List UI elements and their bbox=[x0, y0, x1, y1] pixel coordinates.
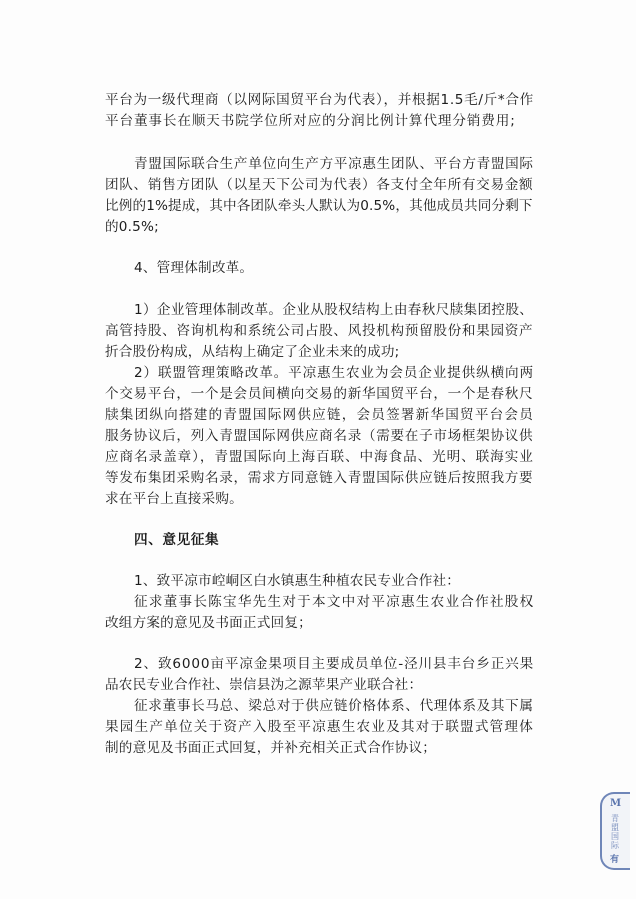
text-line: 高管持股、咨询机构和系统公司占股、风投机构预留股份和果园资产 bbox=[105, 323, 534, 339]
seal-text: 青盟国际 bbox=[611, 814, 619, 850]
text-line: 应商名录盖章），青盟国际向上海百联、中海食品、光明、联海实业 bbox=[105, 449, 534, 465]
text-line: 牍集团纵向搭建的青盟国际网供应链，会员签署新华国贸平台会员 bbox=[105, 407, 535, 423]
text-line: 比例的1%提成，其中各团队牵头人默认为0.5%，其他成员共同分剩下 bbox=[105, 198, 533, 214]
text-line: 青盟国际联合生产单位向生产方平凉惠生团队、平台方青盟国际 bbox=[134, 156, 534, 172]
seal-mark: M bbox=[610, 798, 622, 809]
text-line: 的0.5%; bbox=[105, 219, 159, 235]
text-line: 折合股份构成，从结构上确定了企业未来的成功; bbox=[105, 344, 400, 360]
text-line: 平台为一级代理商（以网际国贸平台为代表），并根据1.5毛/斤*合作 bbox=[105, 92, 534, 108]
text-line: 个交易平台，一个是会员间横向交易的新华国贸平台，一个是春秋尺 bbox=[105, 386, 534, 402]
text-line: 平台董事长在顺天书院学位所对应的分润比例计算代理分销费用; bbox=[105, 113, 516, 129]
text-line: 征求董事长陈宝华先生对于本文中对平凉惠生农业合作社股权 bbox=[134, 594, 535, 610]
text-line: 等发布集团采购名录，需求方同意链入青盟国际供应链后按照我方要 bbox=[105, 470, 534, 486]
text-line: 果园生产单位关于资产入股至平凉惠生农业及其对于联盟式管理体 bbox=[105, 719, 535, 735]
section-heading: 4、管理体制改革。 bbox=[134, 260, 254, 276]
text-line: 改组方案的意见及书面正式回复； bbox=[105, 615, 312, 631]
text-line: 2）联盟管理策略改革。平凉惠生农业为会员企业提供纵横向两 bbox=[134, 365, 534, 381]
page-seal-stamp bbox=[600, 792, 630, 870]
section-heading: 四、意见征集 bbox=[134, 532, 220, 548]
text-line: 团队、销售方团队（以星天下公司为代表）各支付全年所有交易金额 bbox=[105, 177, 534, 193]
text-line: 服务协议后，列入青盟国际网供应商名录（需要在子市场框架协议供 bbox=[105, 428, 534, 444]
text-line: 2、致6000亩平凉金果项目主要成员单位-泾川县丰台乡正兴果 bbox=[134, 656, 535, 672]
text-line: 制的意见及书面正式回复，并补充相关正式合作协议； bbox=[105, 740, 437, 756]
text-line: 1、致平凉市崆峒区白水镇惠生种植农民专业合作社： bbox=[134, 573, 461, 589]
seal-bottom-mark: 有 bbox=[610, 855, 620, 865]
text-line: 求在平台上直接采购。 bbox=[105, 491, 243, 507]
text-line: 征求董事长马总、梁总对于供应链价格体系、代理体系及其下属 bbox=[134, 698, 534, 714]
text-line: 1）企业管理体制改革。企业从股权结构上由春秋尺牍集团控股、 bbox=[134, 302, 534, 318]
text-line: 品农民专业合作社、崇信县沩之源苹果产业联合社： bbox=[105, 677, 423, 693]
